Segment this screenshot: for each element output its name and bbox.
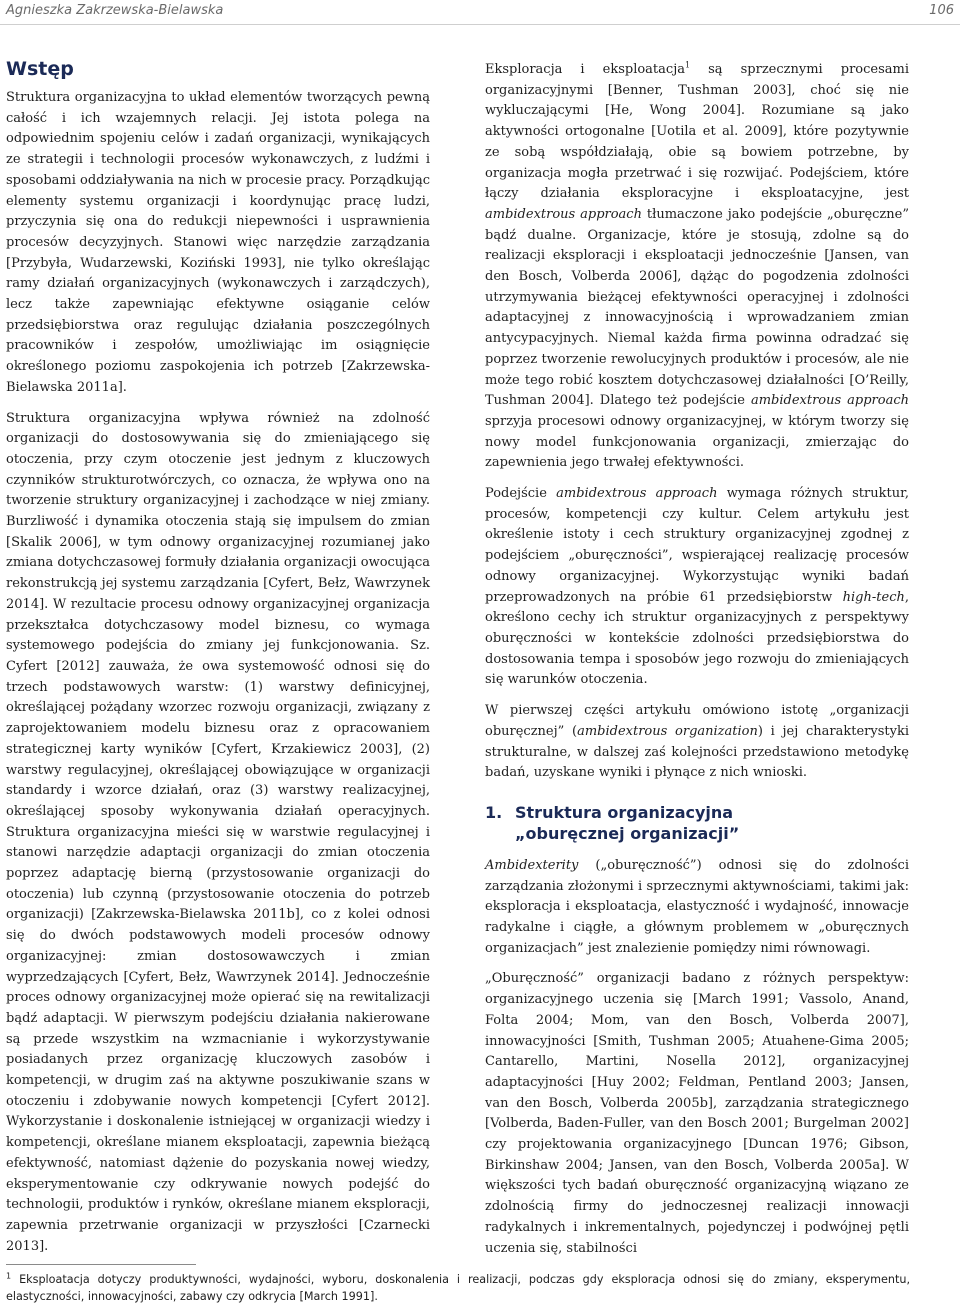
- running-header: [0, 0, 960, 25]
- italic-term: Ambidexterity: [485, 857, 579, 873]
- footnote-text: Eksploatacja dotyczy produktywności, wydajności, wyboru, doskonalenia i realizacji, podczas gdy eksploracja odnosi się do zmiany, eksperymentu, elastyczności, innowacyjności, zabawy czy odkrycia [March 1991].: [6, 1273, 910, 1303]
- page-number: 106: [929, 3, 954, 18]
- text-run: są sprzecznymi procesami organizacyjnymi [Benner, Tushman 2003], choć się nie wykluczającymi [He, Wong 2004]. Rozumiane są jako aktywności ortogonalne [Uotila et al. 2009], które pozytywnie ze sobą współdziałają, obie są bowiem potrzebne, by organizacja mogła przetrwać i się rozwijać. Podejściem, które łączy działania eksploracyjne i eksploatacyjne, jest: [485, 62, 909, 202]
- italic-term: ambidextrous approach: [750, 393, 909, 409]
- footnote-marker: 1: [6, 1271, 12, 1281]
- section-1-heading: [485, 802, 909, 844]
- section-title: [515, 802, 739, 844]
- text-run: wymaga różnych struktur, procesów, kompetencji czy kultur. Celem artykułu jest określenie istoty i cech struktury organizacyjnej zgodnej z podejściem „oburęczności”, wspierającej realizację procesów odnowy organizacyjnej. Wykorzystując wyniki badań przeprowadzonych na próbie 61 przedsiębiorstw: [485, 486, 909, 605]
- italic-term: ambidextrous approach: [556, 486, 718, 502]
- text-run: ) i jej charakterystyki strukturalne, w dalszej zaś kolejności przedstawiono metodykę badań, uzyskane wyniki i płynące z nich wnioski.: [485, 723, 909, 781]
- footnote: [6, 1271, 910, 1305]
- text-run: tłumaczone jako podejście „oburęczne” bądź dualne. Organizacje, które je stosują, zdolne są do realizacji eksploracji i eksploatacji jednocześnie [Jansen, van den Bosch, Volberda 2006], dążąc do pogodzenia zdolności utrzymywania bieżącej efektywności operacyjnej i zdolności adaptacyjnej z innowacyjnością i wprowadzaniem zmian antycypacyjnych. Niemal każda firma powinna odradzać się poprzez tworzenie rewolucyjnych produktów i procesów, ale nie może tego robić kosztem dotychczasowej działalności [O’Reilly, Tushman 2004]. Dlatego też podejście: [485, 206, 909, 409]
- footnote-divider: [6, 1264, 196, 1265]
- structure-paragraph: [485, 701, 909, 784]
- exploration-paragraph: [485, 60, 909, 474]
- section-title-line-1: Struktura organizacyjna: [515, 802, 734, 822]
- ambidexterity-paragraph: [485, 856, 909, 960]
- italic-term: ambidextrous organization: [577, 723, 758, 739]
- right-column: [485, 60, 909, 1269]
- aim-paragraph: [485, 484, 909, 691]
- italic-term: high-tech: [842, 589, 905, 605]
- introduction-heading: Wstęp: [6, 58, 74, 80]
- text-run: Podejście: [485, 486, 557, 502]
- perspectives-paragraph: „Oburęczność” organizacji badano z różnych perspektyw: organizacyjnego uczenia się [March 1991; Vassolo, Anand, Folta 2004; Mom, van den Bosch, Volberda 2007], innowacyjności [Smith, Tushman 2005; Atuahene-Gima 2005; Cantarello, Martini, Nosella 2012], organizacyjnej adaptacyjności [Huy 2002; Feldman, Pentland 2003; Jansen, van den Bosch, Volberda 2005b], zarządzania strategicznego [Volberda, Baden-Fuller, van den Bosch 2001; Burgelman 2002] czy projektowania organizacyjnego [Duncan 1976; Gibson, Birkinshaw 2004; Jansen, van den Bosch, Volberda 2005a]. W większości tych badań oburęczność organizacyjną wiązano ze zdolnością firmy do jednoczesnej realizacji innowacji radykalnych i inkrementalnych, pojedynczej i podwójnej pętli uczenia się, stabilności: [485, 971, 909, 1256]
- text-run: Eksploracja i eksploatacja: [485, 62, 685, 77]
- text-run: W pierwszej części artykułu omówiono istotę „organizacji oburęcznej” (: [485, 703, 909, 739]
- section-title-line-2: „oburęcznej organizacji”: [515, 823, 740, 843]
- text-run: („oburęczność”) odnosi się do zdolności zarządzania złożonymi i sprzecznymi aktywnościami, takimi jak: eksploracja i eksploatacja, elastyczność i wydajność, innowacje radykalne i ciągłe, a głównym problemem w „oburęcznych organizacjach” jest znalezienie pomiędzy nimi równowagi.: [485, 857, 909, 956]
- header-author: Agnieszka Zakrzewska-Bielawska: [6, 3, 224, 18]
- italic-term: ambidextrous approach: [485, 206, 642, 222]
- footnote-ref[interactable]: 1: [684, 60, 691, 70]
- text-run: , określono cechy ich struktur organizacyjnych z perspektywy oburęczności w kontekście zdolności przedsiębiorstwa do dostosowania tempa i sposobów jego rozwoju do zmieniających się warunków otoczenia.: [485, 589, 909, 688]
- section-number: 1.: [485, 802, 503, 822]
- intro-paragraph-1: Struktura organizacyjna to układ elementów tworzących pewną całość i ich wzajemnych relacji. Jej istota polega na odpowiednim spojeniu celów i zadań organizacji, wynikających ze strategii i technologii procesów wykonawczych, z ludźmi i sposobami oddziaływania na nich w procesie pracy. Porządkując elementy systemu organizacji i koordynując pracę ludzi, przyczynia się ona do redukcji niepewności i usprawnienia procesów decyzyjnych. Stanowi więc narzędzie zarządzania [Przybyła, Wudarzewski, Koziński 1993], nie tylko określając ramy działań organizacyjnych (wykonawczych i zarządczych), lecz także zapewniając efektywne osiąganie celów przedsiębiorstwa oraz regulując działania poszczególnych pracowników i zespołów, umożliwiając im osiągnięcie określonego poziomu zaspokojenia ich potrzeb [Zakrzewska-Bielawska 2011a].: [6, 90, 430, 395]
- left-column: [6, 56, 430, 1267]
- text-run: sprzyja procesowi odnowy organizacyjnej, w którym tworzy się nowy model funkcjonowania organizacji, zmierzając do zapewnienia jego trwałej efektywności.: [485, 413, 909, 471]
- intro-paragraph-2: Struktura organizacyjna wpływa również na zdolność organizacji do dostosowywania się do zmieniającego się otoczenia, przy czym otoczenie jest jednym z kluczowych czynników strukturotwórczych, co oznacza, że wpływa ono na tworzenie struktury organizacyjnej i zachodzące w niej zmiany. Burzliwość i dynamika otoczenia stają się impulsem do zmian [Skalik 2006], w tym odnowy organizacyjnej rozumianej jako zmiana dotychczasowej formuły działania organizacji owocująca rekonstrukcją jej systemu zarządzania [Cyfert, Bełz, Wawrzynek 2014]. W rezultacie procesu odnowy organizacyjnej organizacja przekształca dotychczasowy model biznesu, co wymaga systemowego podejścia do zmiany jej funkcjonowania. Sz. Cyfert [2012] zauważa, że owa systemowość odnosi się do trzech podstawowych warstw: (1) warstwy definicyjnej, określającej pożądany wzorzec rozwoju organizacji, związany z zaprojektowaniem modelu biznesu oraz z opracowaniem strategicznej karty wyników [Cyfert, Krzakiewicz 2003], (2) warstwy regulacyjnej, określającej obowiązujące w organizacji standardy i wzorce działań, oraz (3) warstwy realizacyjnej, określającej sposoby wykonywania działań operacyjnych. Struktura organizacyjna mieści się w warstwie regulacyjnej i stanowi narzędzie adaptacji organizacji do zmian otoczenia poprzez adaptację bierną (przystosowanie organizacji do otoczenia) lub czynną (przystosowanie otoczenia do potrzeb organizacji) [Zakrzewska-Bielawska 2011b], co z kolei odnosi się do dwóch podstawowych modeli procesów odnowy organizacyjnej: zmian dostosowawczych i zmian wyprzedzających [Cyfert, Bełz, Wawrzynek 2014]. Jednocześnie proces odnowy organizacyjnej może opierać się na rewitalizacji bądź adaptacji. W pierwszym podejściu działania nakierowane są przede wszystkim na wzmacnianie i wykorzystywanie posiadanych przez organizację kluczowych zasobów i kompetencji, w drugim zaś na aktywne poszukiwanie szans w otoczeniu i zdobywanie nowych kompetencji [Cyfert 2012]. Wykorzystanie i doskonalenie istniejącej w organizacji wiedzy i kompetencji, określane mianem eksploatacji, zapewnia bieżącą efektywność, natomiast dążenie do pozyskania nowej wiedzy, eksperymentowanie czy odkrywanie nowych podejść do technologii, produktów i rynków, określane mianem eksploracji, zapewnia przetrwanie organizacji w przyszłości [Czarnecki 2013].: [6, 410, 430, 1254]
